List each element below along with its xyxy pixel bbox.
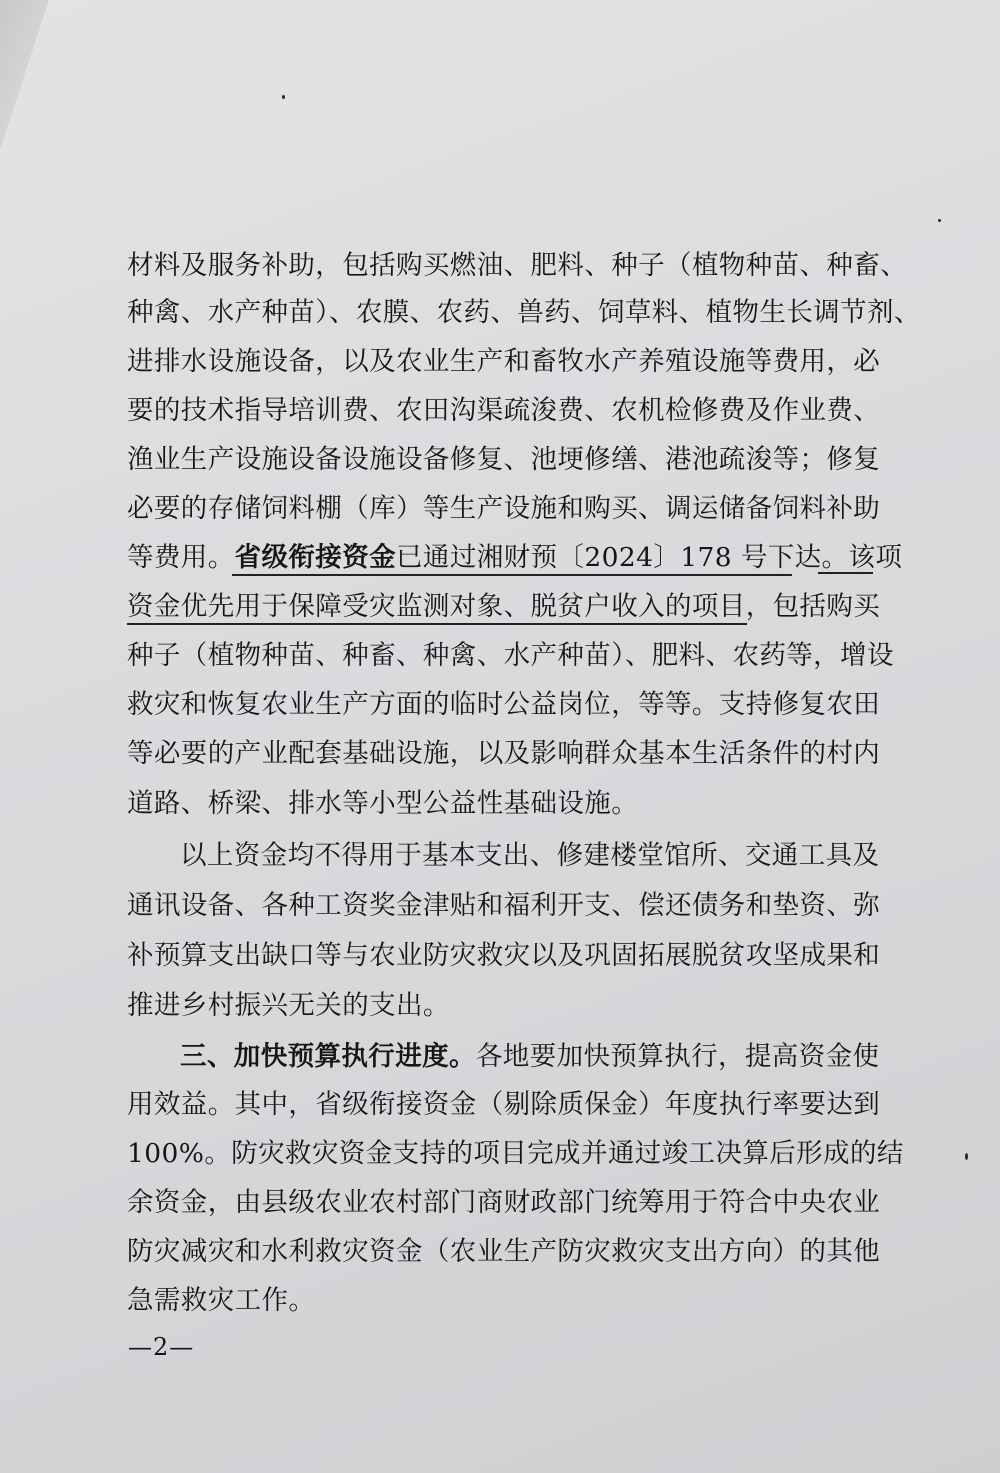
text-line: 防灾减灾和水利救灾资金（农业生产防灾救灾支出方向）的其他	[127, 1236, 881, 1267]
text-line-with-highlight	[127, 542, 903, 573]
text-line: 救灾和恢复农业生产方面的临时公益岗位，等等。支持修复农田	[127, 689, 881, 720]
text-line: 必要的存储饲料棚（库）等生产设施和购买、调运储备饲料补助	[127, 493, 881, 524]
section-heading-line	[180, 1041, 880, 1072]
scan-speck	[938, 219, 941, 222]
text-line: 余资金，由县级农业农村部门商财政部门统筹用于符合中央农业	[127, 1187, 881, 1218]
text-line: 资金优先用于保障受灾监测对象、脱贫户收入的项目，包括购买	[127, 591, 881, 622]
text-line: 种禽、水产种苗）、农膜、农药、兽药、饲草料、植物生长调节剂、	[127, 297, 921, 328]
highlighted-term: 省级衔接资金	[234, 542, 397, 573]
text-line: 等必要的产业配套基础设施，以及影响群众基本生活条件的村内	[127, 738, 881, 769]
pen-underline	[818, 572, 873, 574]
text-line: 进排水设施设备，以及农业生产和畜牧水产养殖设施等费用，必	[127, 346, 881, 377]
text-line: 用效益。其中，省级衔接资金（剔除质保金）年度执行率要达到	[127, 1089, 881, 1120]
text-line: 100%。防灾救灾资金支持的项目完成并通过竣工决算后形成的结	[127, 1138, 904, 1169]
text-line: 要的技术指导培训费、农田沟渠疏浚费、农机检修费及作业费、	[127, 395, 881, 426]
text-line: 补预算支出缺口等与农业防灾救灾以及巩固拓展脱贫攻坚成果和	[127, 940, 881, 971]
page-number: —2—	[128, 1333, 195, 1361]
text-line: 材料及服务补助，包括购买燃油、肥料、种子（植物种苗、种畜、	[127, 250, 908, 281]
text-line: 通讯设备、各种工资奖金津贴和福利开支、偿还债务和垫资、弥	[127, 890, 881, 921]
text-segment: 等费用。	[127, 542, 235, 573]
text-line: 以上资金均不得用于基本支出、修建楼堂馆所、交通工具及	[180, 840, 880, 871]
pen-underline	[232, 574, 792, 576]
text-line: 推进乡村振兴无关的支出。	[127, 990, 450, 1021]
text-line: 急需救灾工作。	[127, 1285, 316, 1316]
section-heading: 三、加快预算执行进度。	[180, 1041, 476, 1072]
text-segment: 已通过湘财预〔2024〕178 号下达。该项	[396, 542, 903, 573]
scan-speck	[282, 95, 285, 99]
text-line: 渔业生产设施设备设施设备修复、池埂修缮、港池疏浚等；修复	[127, 444, 881, 475]
text-line: 种子（植物种苗、种畜、种禽、水产种苗）、肥料、农药等，增设	[127, 640, 894, 671]
pen-underline	[127, 623, 747, 625]
page-corner-shadow	[0, 0, 70, 150]
text-segment: 各地要加快预算执行，提高资金使	[475, 1041, 880, 1072]
scan-speck	[965, 1153, 968, 1160]
text-line: 道路、桥梁、排水等小型公益性基础设施。	[127, 788, 639, 819]
